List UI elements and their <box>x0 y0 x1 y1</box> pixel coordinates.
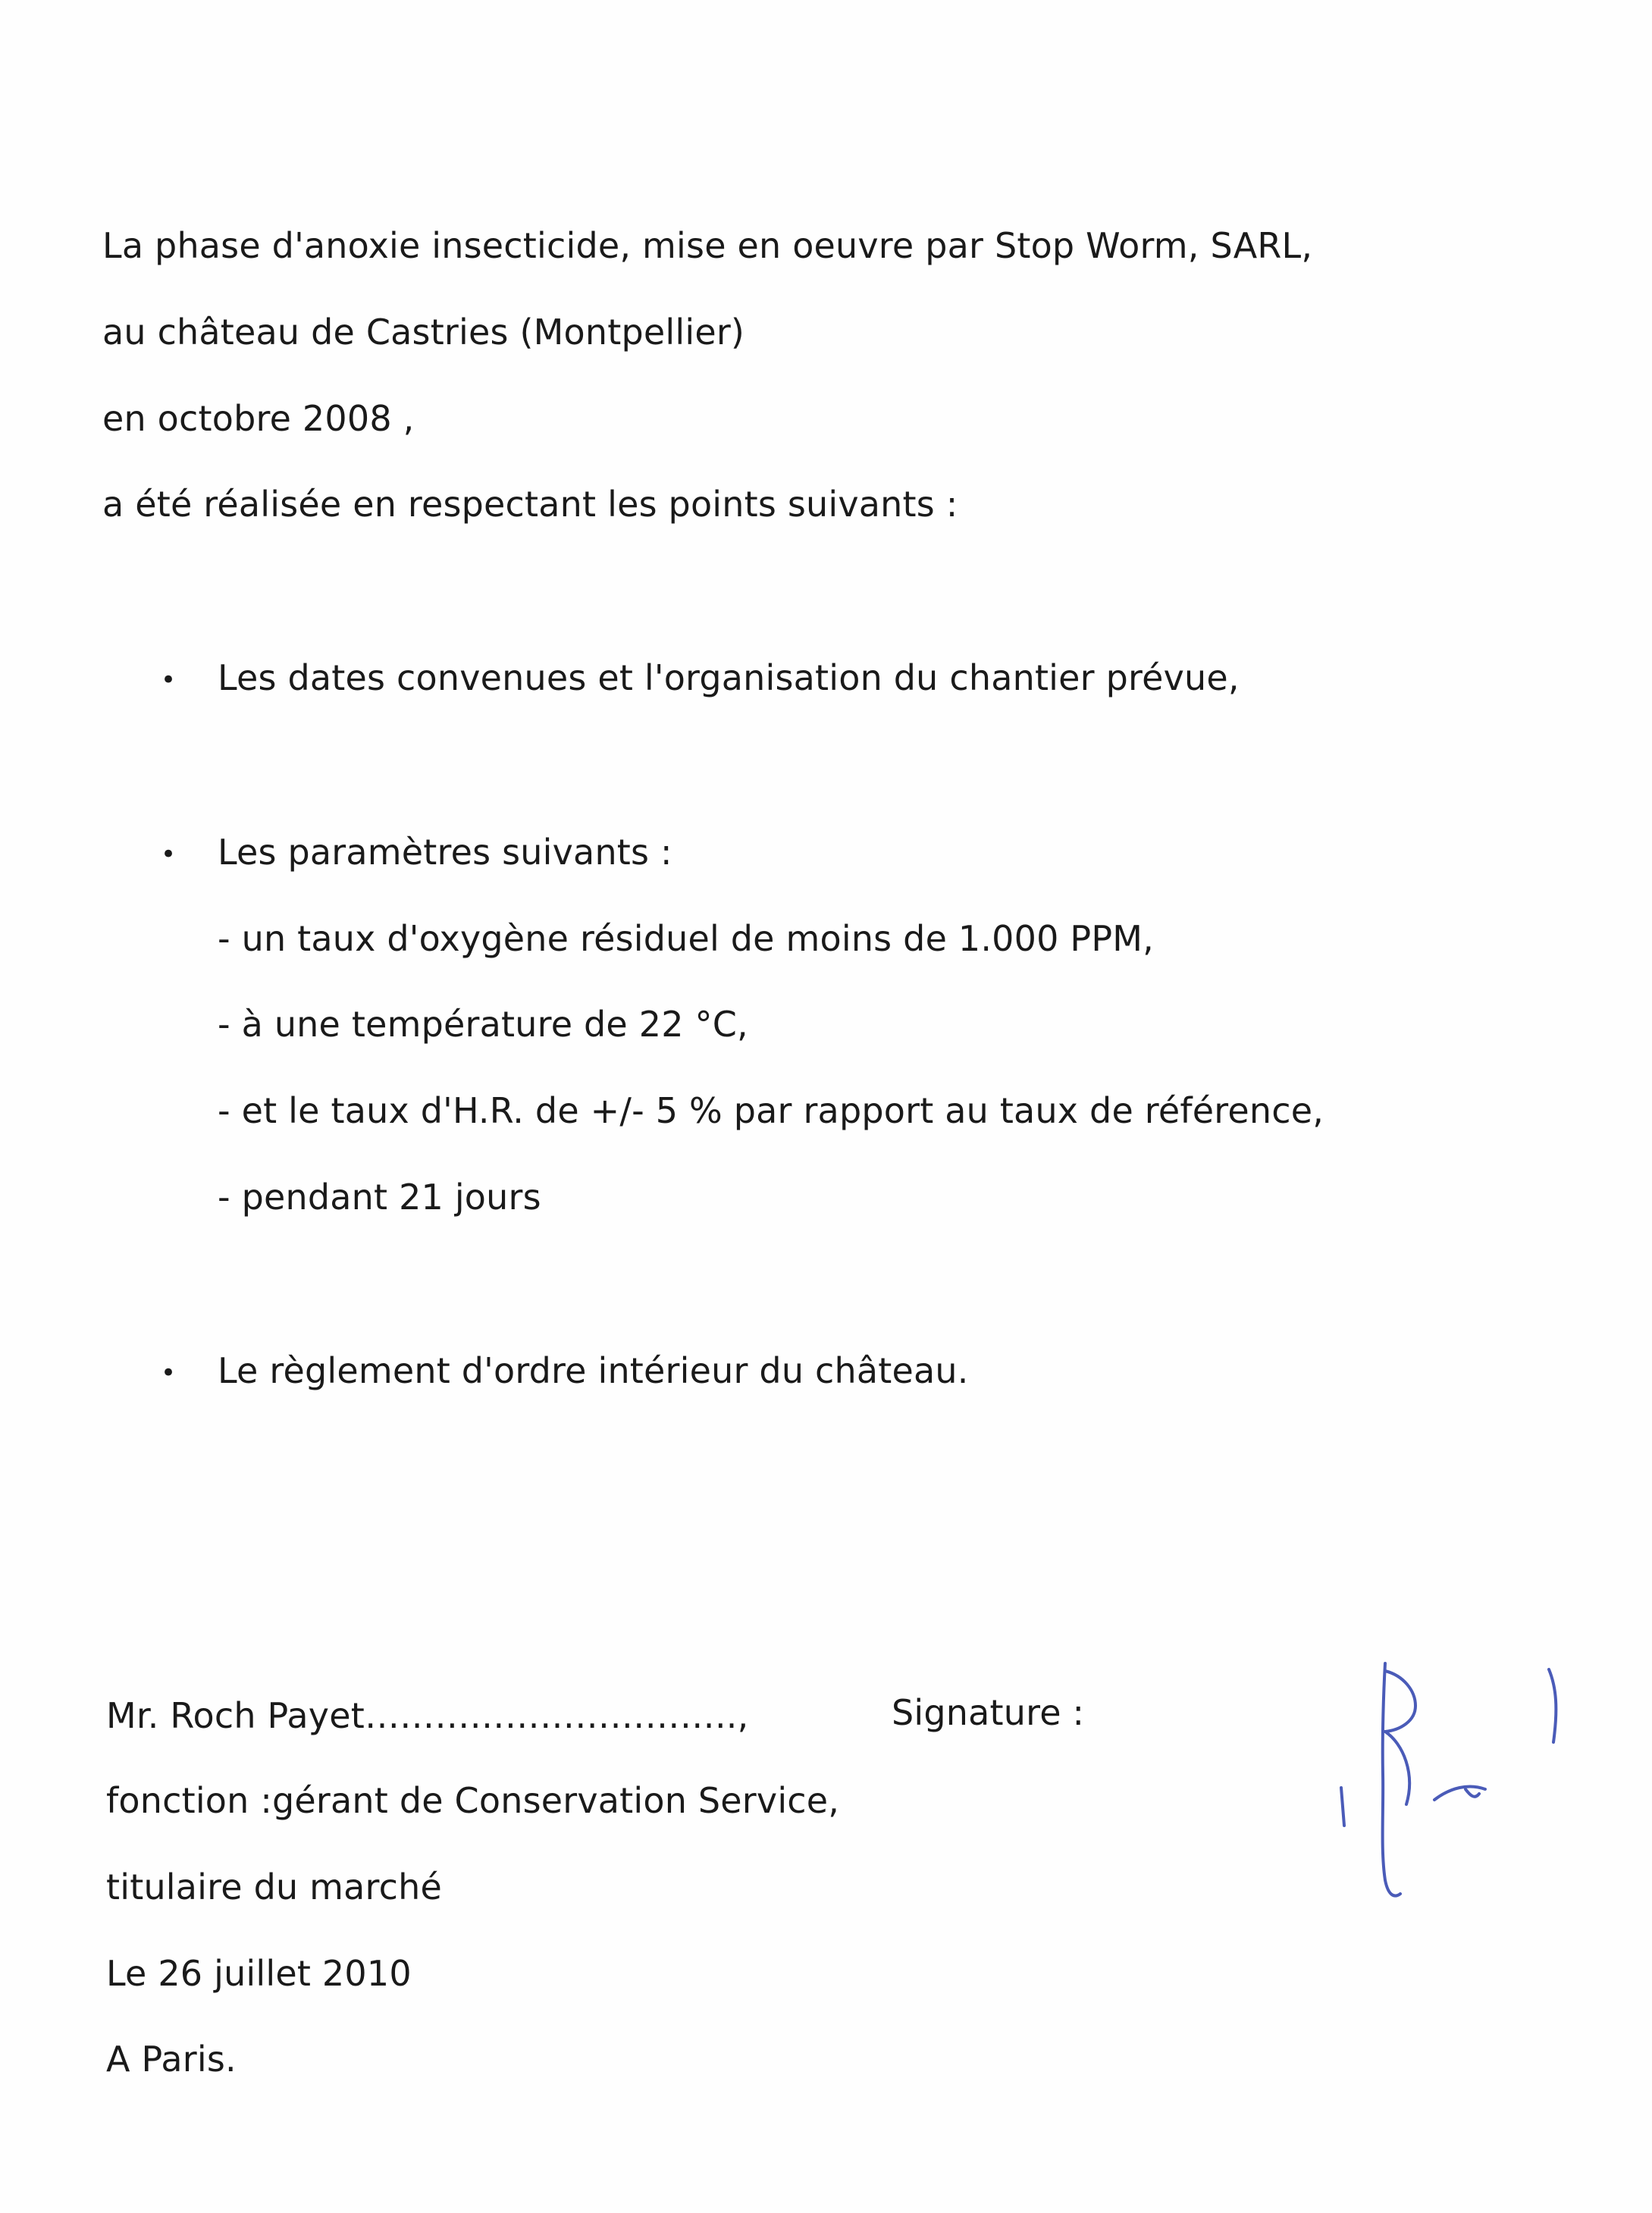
handwritten-signature <box>1331 1660 1581 1918</box>
parameter-oxygen: - un taux d'oxygène résiduel de moins de 1.000 PPM, <box>218 918 1154 959</box>
parameter-humidity: - et le taux d'H.R. de +/- 5 % par rapport au taux de référence, <box>218 1090 1324 1131</box>
document-place: A Paris. <box>106 2039 237 2080</box>
point-regulations: Le règlement d'ordre intérieur du château. <box>218 1350 969 1391</box>
point-dates: Les dates convenues et l'organisation du chantier prévue, <box>218 657 1240 698</box>
bullet-3: • <box>161 1358 177 1388</box>
point-parameters: Les paramètres suivants : <box>218 832 672 873</box>
signatory-function: fonction :gérant de Conservation Service, <box>106 1780 840 1821</box>
intro-line-3: en octobre 2008 , <box>102 398 415 439</box>
intro-line-4: a été réalisée en respectant les points suivants : <box>102 484 958 525</box>
parameter-duration: - pendant 21 jours <box>218 1177 541 1218</box>
signatory-name: Mr. Roch Payet………………………….., <box>106 1695 749 1736</box>
bullet-2: • <box>161 839 177 870</box>
document-date: Le 26 juillet 2010 <box>106 1953 412 1994</box>
intro-line-2: au château de Castries (Montpellier) <box>102 312 745 353</box>
intro-line-1: La phase d'anoxie insecticide, mise en oeuvre par Stop Worm, SARL, <box>102 225 1313 266</box>
bullet-1: • <box>161 665 177 695</box>
signatory-holder: titulaire du marché <box>106 1867 443 1907</box>
parameter-temperature: - à une température de 22 °C, <box>218 1004 748 1045</box>
signature-label: Signature : <box>892 1692 1085 1733</box>
